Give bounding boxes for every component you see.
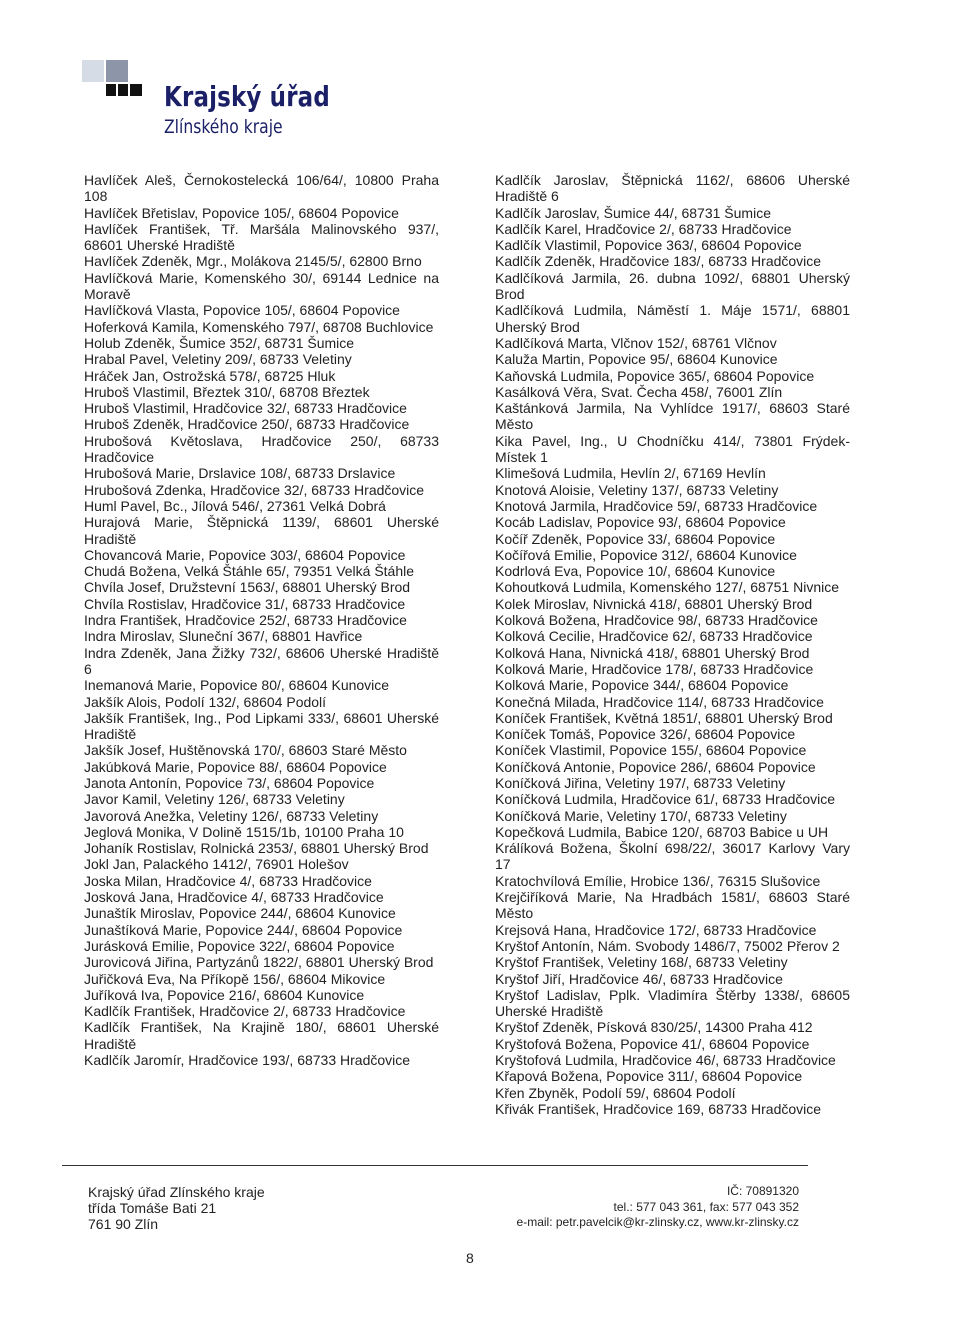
list-item: Křivák František, Hradčovice 169, 68733 Hradčovice	[495, 1100, 822, 1117]
list-item: Knotová Aloisie, Veletiny 137/, 68733 Veletiny	[495, 481, 779, 498]
list-item: Kolková Božena, Hradčovice 98/, 68733 Hradčovice	[495, 612, 818, 629]
list-item: Kratochvílová Emílie, Hrobice 136/, 76315 Slušovice	[495, 872, 821, 889]
list-item: Křapová Božena, Popovice 311/, 68604 Popovice	[495, 1068, 803, 1085]
list-item: Jurásková Emilie, Popovice 322/, 68604 Popovice	[84, 937, 395, 954]
list-item: Králíková Božena, Školní 698/22/, 36017 Karlovy Vary 17	[495, 840, 850, 873]
list-item: Kadlčíková Ludmila, Náměstí 1. Máje 1571/, 68801 Uherský Brod	[495, 302, 850, 335]
list-item: Křen Zbyněk, Podolí 59/, 68604 Podolí	[495, 1084, 736, 1101]
footer-street: třída Tomáše Bati 21	[88, 1200, 217, 1216]
brand-subtitle: Zlínského kraje	[164, 116, 283, 138]
logo-square-light	[82, 60, 104, 82]
logo-square-dark	[106, 84, 116, 96]
list-item: Indra Zdeněk, Jana Žižky 732/, 68606 Uherské Hradiště 6	[84, 644, 439, 677]
list-item: Kryštof Antonín, Nám. Svobody 1486/7, 75002 Přerov 2	[495, 937, 840, 954]
list-item: Junaštík Miroslav, Popovice 244/, 68604 Kunovice	[84, 905, 396, 922]
list-item: Jurovicová Jiřina, Partyzánů 1822/, 68801 Uherský Brod	[84, 954, 434, 971]
list-item: Kadlčík Zdeněk, Hradčovice 183/, 68733 Hradčovice	[495, 253, 822, 270]
list-item: Havlíčková Marie, Komenského 30/, 69144 Lednice na Moravě	[84, 269, 439, 303]
list-item: Krejsová Hana, Hradčovice 172/, 68733 Hradčovice	[495, 921, 817, 938]
logo-square-grey	[106, 60, 128, 82]
list-item: Indra Miroslav, Sluneční 367/, 68801 Havřice	[84, 628, 363, 645]
list-item: Kohoutková Ludmila, Komenského 127/, 68751 Nivnice	[495, 579, 839, 596]
list-item: Klimešová Ludmila, Hevlín 2/, 67169 Hevlín	[495, 465, 766, 482]
list-item: Chovancová Marie, Popovice 303/, 68604 Popovice	[84, 546, 406, 563]
list-item: Kodrlová Eva, Popovice 10/, 68604 Kunovice	[495, 563, 776, 580]
list-item: Kasálková Věra, Svat. Čecha 458/, 76001 Zlín	[495, 383, 783, 400]
list-item: Kopečková Ludmila, Babice 120/, 68703 Babice u UH	[495, 823, 829, 840]
logo	[82, 60, 162, 110]
list-item: Kolková Marie, Hradčovice 178/, 68733 Hradčovice	[495, 660, 814, 677]
list-item: Javor Kamil, Veletiny 126/, 68733 Veletiny	[84, 791, 345, 808]
footer-address	[88, 1184, 265, 1232]
list-item: Chvíla Josef, Družstevní 1563/, 68801 Uherský Brod	[84, 579, 411, 596]
footer-ic: IČ: 70891320	[726, 1184, 799, 1198]
list-item: Indra František, Hradčovice 252/, 68733 Hradčovice	[84, 612, 407, 629]
logo-square-dark	[130, 84, 142, 96]
footer-city: 761 90 Zlín	[88, 1216, 159, 1232]
list-item: Jeglová Monika, V Dolině 1515/1b, 10100 Praha 10	[84, 823, 404, 840]
list-item: Koníčková Jiřina, Veletiny 197/, 68733 Veletiny	[495, 774, 786, 791]
list-item: Kryštof Jiří, Hradčovice 46/, 68733 Hradčovice	[495, 970, 783, 987]
list-item: Johaník Rostislav, Rolnická 2353/, 68801 Uherský Brod	[84, 840, 429, 857]
list-item: Kočíř Zdeněk, Popovice 33/, 68604 Popovice	[495, 530, 776, 547]
list-item: Kadlčík František, Na Krajině 180/, 68601 Uherské Hradiště	[84, 1019, 439, 1052]
list-item: Kadlčík Jaromír, Hradčovice 193/, 68733 Hradčovice	[84, 1052, 411, 1069]
list-item: Jakúbková Marie, Popovice 88/, 68604 Popovice	[84, 758, 387, 775]
list-item: Joska Milan, Hradčovice 4/, 68733 Hradčovice	[84, 872, 372, 889]
list-item: Kadlčík Vlastimil, Popovice 363/, 68604 Popovice	[495, 237, 802, 254]
list-item: Holub Zdeněk, Šumice 352/, 68731 Šumice	[84, 334, 355, 351]
list-item: Janota Antonín, Popovice 73/, 68604 Popovice	[84, 774, 375, 791]
list-item: Hráček Jan, Ostrožská 578/, 68725 Hluk	[84, 367, 336, 384]
list-item: Kadlčík Karel, Hradčovice 2/, 68733 Hradčovice	[495, 220, 792, 237]
list-item: Chvíla Rostislav, Hradčovice 31/, 68733 Hradčovice	[84, 595, 406, 612]
list-item: Kryštof Ladislav, Pplk. Vladimíra Štěrby 1338/, 68605 Uherské Hradiště	[495, 986, 850, 1020]
list-item: Kolek Miroslav, Nivnická 418/, 68801 Uherský Brod	[495, 595, 813, 612]
right-column	[495, 172, 850, 1117]
list-item: Inemanová Marie, Popovice 80/, 68604 Kunovice	[84, 677, 390, 694]
list-item: Kadlčíková Marta, Vlčnov 152/, 68761 Vlčnov	[495, 334, 777, 351]
logo-square-dark	[118, 84, 128, 96]
list-item: Kadlčík Jaroslav, Štěpnická 1162/, 68606 Uherské Hradiště 6	[495, 172, 850, 205]
list-item: Jakšík Alois, Podolí 132/, 68604 Podolí	[84, 693, 327, 710]
footer-org-name: Krajský úřad Zlínského kraje	[88, 1184, 265, 1200]
list-item: Javorová Anežka, Veletiny 126/, 68733 Veletiny	[84, 807, 379, 824]
list-item: Kolková Cecilie, Hradčovice 62/, 68733 Hradčovice	[495, 628, 813, 645]
list-item: Koníček Vlastimil, Popovice 155/, 68604 Popovice	[495, 742, 807, 759]
list-item: Kaštánková Jarmila, Na Vyhlídce 1917/, 68603 Staré Město	[495, 400, 850, 433]
brand-title: Krajský úřad	[164, 80, 330, 113]
list-item: Kika Pavel, Ing., U Chodníčku 414/, 73801 Frýdek-Místek 1	[495, 432, 850, 466]
list-item: Josková Jana, Hradčovice 4/, 68733 Hradčovice	[84, 889, 384, 906]
list-item: Koníček Tomáš, Popovice 326/, 68604 Popovice	[495, 726, 796, 743]
list-item: Havlíček Břetislav, Popovice 105/, 68604 Popovice	[84, 204, 399, 221]
list-item: Kadlčík František, Hradčovice 2/, 68733 Hradčovice	[84, 1003, 406, 1020]
list-item: Havlíčková Vlasta, Popovice 105/, 68604 Popovice	[84, 302, 400, 319]
list-item: Jokl Jan, Palackého 1412/, 76901 Holešov	[84, 856, 349, 873]
footer-divider	[62, 1165, 808, 1166]
left-column	[84, 172, 439, 1068]
footer-contact	[517, 1184, 799, 1231]
list-item: Hurajová Marie, Štěpnická 1139/, 68601 Uherské Hradiště	[84, 514, 439, 547]
list-item: Juřičková Eva, Na Příkopě 156/, 68604 Mikovice	[84, 970, 386, 987]
list-item: Kryštof František, Veletiny 168/, 68733 Veletiny	[495, 954, 788, 971]
page-number: 8	[466, 1250, 474, 1266]
list-item: Koníčková Antonie, Popovice 286/, 68604 Popovice	[495, 758, 816, 775]
list-item: Huml Pavel, Bc., Jílová 546/, 27361 Velká Dobrá	[84, 497, 386, 514]
list-item: Konečná Milada, Hradčovice 114/, 68733 Hradčovice	[495, 693, 824, 710]
list-item: Koníček František, Květná 1851/, 68801 Uherský Brod	[495, 709, 833, 726]
list-item: Kočířová Emilie, Popovice 312/, 68604 Kunovice	[495, 546, 797, 563]
list-item: Havlíček František, Tř. Maršála Malinovského 937/, 68601 Uherské Hradiště	[84, 220, 439, 254]
list-item: Hrubošová Marie, Drslavice 108/, 68733 Drslavice	[84, 465, 396, 482]
list-item: Havlíček Zdeněk, Mgr., Molákova 2145/5/, 62800 Brno	[84, 253, 422, 270]
list-item: Kaňovská Ludmila, Popovice 365/, 68604 Popovice	[495, 367, 815, 384]
list-item: Hrubošová Zdenka, Hradčovice 32/, 68733 Hradčovice	[84, 481, 425, 498]
list-item: Kryštof Zdeněk, Písková 830/25/, 14300 Praha 412	[495, 1019, 813, 1036]
list-item: Krejčiříková Marie, Na Hradbách 1581/, 68603 Staré Město	[495, 889, 850, 922]
list-item: Hruboš Vlastimil, Březtek 310/, 68708 Březtek	[84, 383, 370, 400]
list-item: Hrubošová Květoslava, Hradčovice 250/, 68733 Hradčovice	[84, 432, 439, 466]
list-item: Jakšík František, Ing., Pod Lipkami 333/, 68601 Uherské Hradiště	[84, 709, 439, 743]
list-item: Havlíček Aleš, Černokostelecká 106/64/, 10800 Praha 108	[84, 172, 439, 205]
list-item: Kryštofová Božena, Popovice 41/, 68604 Popovice	[495, 1035, 810, 1052]
list-item: Kadlčíková Jarmila, 26. dubna 1092/, 68801 Uherský Brod	[495, 269, 850, 303]
footer-email: e-mail: petr.pavelcik@kr-zlinsky.cz, www.kr-zlinsky.cz	[516, 1215, 799, 1229]
list-item: Hrabal Pavel, Veletiny 209/, 68733 Veletiny	[84, 351, 352, 368]
list-item: Junaštíková Marie, Popovice 244/, 68604 Popovice	[84, 921, 403, 938]
list-item: Hruboš Vlastimil, Hradčovice 32/, 68733 Hradčovice	[84, 400, 407, 417]
list-item: Juříková Iva, Popovice 216/, 68604 Kunovice	[84, 986, 365, 1003]
list-item: Kadlčík Jaroslav, Šumice 44/, 68731 Šumice	[495, 204, 771, 221]
list-item: Chudá Božena, Velká Štáhle 65/, 79351 Velká Štáhle	[84, 563, 415, 580]
footer-phone: tel.: 577 043 361, fax: 577 043 352	[613, 1199, 799, 1214]
list-item: Kolková Marie, Popovice 344/, 68604 Popovice	[495, 677, 789, 694]
list-item: Knotová Jarmila, Hradčovice 59/, 68733 Hradčovice	[495, 497, 818, 514]
list-item: Kaluža Martin, Popovice 95/, 68604 Kunovice	[495, 351, 778, 368]
list-item: Hruboš Zdeněk, Hradčovice 250/, 68733 Hradčovice	[84, 416, 410, 433]
list-item: Koníčková Ludmila, Hradčovice 61/, 68733 Hradčovice	[495, 791, 836, 808]
list-item: Kryštofová Ludmila, Hradčovice 46/, 68733 Hradčovice	[495, 1052, 836, 1069]
list-item: Koníčková Marie, Veletiny 170/, 68733 Veletiny	[495, 807, 787, 824]
list-item: Jakšík Josef, Huštěnovská 170/, 68603 Staré Město	[84, 742, 407, 759]
list-item: Hoferková Kamila, Komenského 797/, 68708 Buchlovice	[84, 318, 434, 335]
list-item: Kolková Hana, Nivnická 418/, 68801 Uherský Brod	[495, 644, 810, 661]
list-item: Kocáb Ladislav, Popovice 93/, 68604 Popovice	[495, 514, 786, 531]
